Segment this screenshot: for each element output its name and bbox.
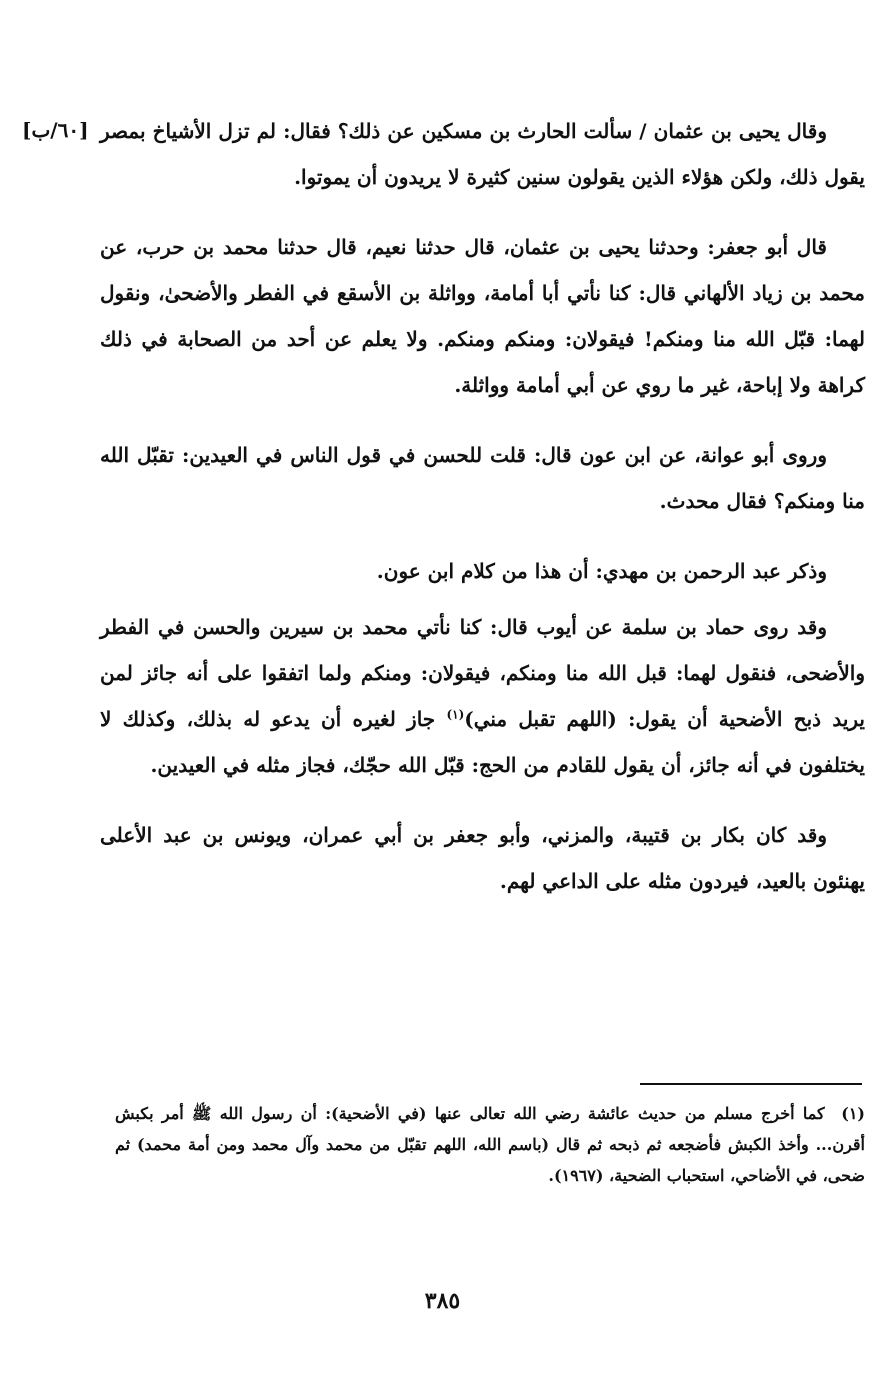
paragraph-6	[100, 812, 865, 904]
paragraph-3	[100, 432, 865, 524]
footnote-number: (١)	[841, 1104, 865, 1123]
paragraph-1-text: وقال يحيى بن عثمان / سألت الحارث بن مسكين عن ذلك؟ فقال: لم تزل الأشياخ بمصر يقول ذلك، ولكن هؤلاء الذين يقولون سنين كثيرة لا يريدون أن يموتوا.	[100, 119, 865, 189]
paragraph-2-text: قال أبو جعفر: وحدثنا يحيى بن عثمان، قال حدثنا نعيم، قال حدثنا محمد بن حرب، عن محمد بن زياد الألهاني قال: كنا نأتي أبا أمامة، وواثلة بن الأسقع في الفطر والأضحىٰ، ونقول لهما: قبّل الله منا ومنكم! فيقولان: ومنكم ومنكم. ولا يعلم عن أحد من الصحابة في ذلك كراهة ولا إباحة، غير ما روي عن أبي أمامة وواثلة.	[100, 235, 865, 397]
paragraph-4	[100, 548, 865, 594]
paragraph-6-text: وقد كان بكار بن قتيبة، والمزني، وأبو جعفر بن أبي عمران، ويونس بن عبد الأعلى يهنئون بالعيد، فيردون مثله على الداعي لهم.	[100, 823, 865, 893]
page-number: ٣٨٥	[424, 1288, 461, 1314]
footnote-reference[interactable]: (١)	[446, 707, 465, 722]
paragraph-5-text-before: وقد روى حماد بن سلمة عن أيوب قال: كنا نأتي محمد بن سيرين والحسن في الفطر والأضحى، فنقول لهما: قبل الله منا ومنكم، فيقولان: ومنكم ولما اتفقوا على أنه جائز لمن يريد ذبح الأضحية أن يقول: (اللهم تقبل مني)	[100, 615, 865, 731]
footnote-text: كما أخرج مسلم من حديث عائشة رضي الله تعالى عنها (في الأضحية): أن رسول الله ﷺ أمر بكبش أقرن... وأخذ الكبش فأضجعه ثم ذبحه ثم قال (باسم الله، اللهم تقبّل من محمد وآل محمد ومن أمة محمد) ثم ضحى، في الأضاحي، استحباب الضحية، (١٩٦٧).	[115, 1104, 865, 1185]
paragraph-3-text: وروى أبو عوانة، عن ابن عون قال: قلت للحسن في قول الناس في العيدين: تقبّل الله منا ومنكم؟ فقال محدث.	[100, 443, 865, 513]
paragraph-5-text-after: جاز لغيره أن يدعو له بذلك، وكذلك لا يختلفون في أنه جائز، أن يقول للقادم من الحج: قبّل الله حجّك، فجاز مثله في العيدين.	[100, 707, 865, 777]
footnote	[115, 1098, 865, 1191]
paragraph-1	[100, 108, 865, 200]
paragraph-4-text: وذكر عبد الرحمن بن مهدي: أن هذا من كلام ابن عون.	[376, 559, 827, 583]
paragraph-2	[100, 224, 865, 408]
paragraph-5	[100, 604, 865, 788]
manuscript-folio-marker: [٦٠/ب]	[22, 118, 89, 142]
main-text	[100, 108, 865, 904]
footnote-separator	[640, 1083, 862, 1085]
